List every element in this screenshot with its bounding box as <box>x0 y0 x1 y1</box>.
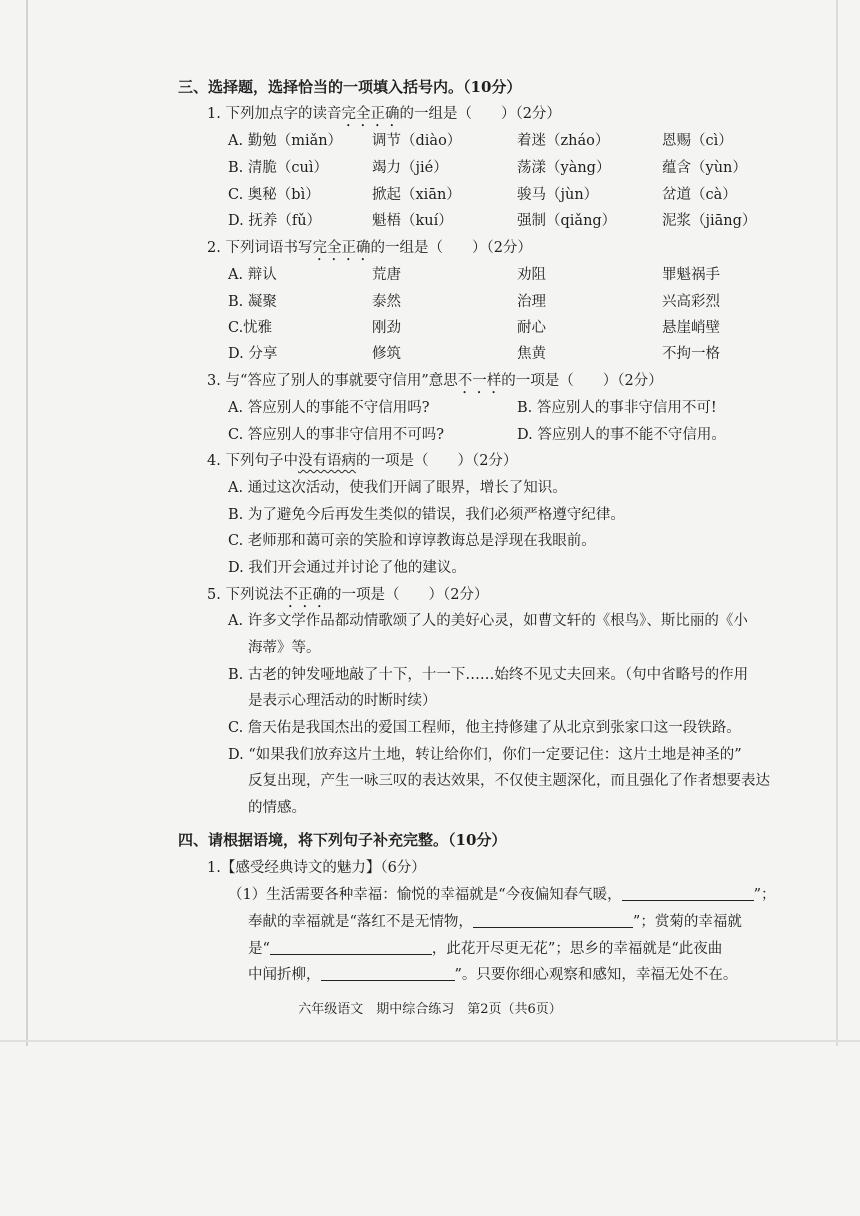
q5-option-b-line1: B. 古老的钟发哑地敲了十下，十一下……始终不见丈夫回来。（句中省略号的作用 <box>228 667 749 683</box>
section-4-sub1: 1.【感受经典诗文的魅力】（6分） <box>207 860 426 876</box>
q5-option-d-line1: D. “如果我们放弃这片土地，转让给你们，你们一定要记住：这片土地是神圣的” <box>228 747 742 763</box>
q3-stem-post: 的一项是（ ）（2分） <box>501 373 663 389</box>
q2-stem <box>207 236 532 264</box>
fill-line-4 <box>248 963 737 984</box>
q1-stem <box>207 102 561 130</box>
page-footer: 六年级语文 期中综合练习 第2页（共6页） <box>298 1002 562 1017</box>
q1-option: 掀起（xiān） <box>372 187 461 203</box>
q5-stem-pre: 5. 下列说法 <box>207 587 284 603</box>
q2-option: 治理 <box>517 294 546 310</box>
q2-option: A. 辩认 <box>228 267 277 283</box>
q5-stem-post: 的一项是（ ）（2分） <box>326 587 489 603</box>
q2-stem-pre: 2. 下列词语书写 <box>207 240 313 256</box>
section-4-title: 四、请根据语境，将下列句子补充完整。（10分） <box>178 831 507 849</box>
q5-stem-mark: 不正确 <box>283 587 327 603</box>
q2-option: 悬崖峭壁 <box>662 320 720 336</box>
q2-option: D. 分享 <box>228 346 278 362</box>
q3-option-c: C. 答应别人的事非守信用不可吗? <box>228 427 445 443</box>
q1-option: 魁梧（kuí） <box>372 213 453 229</box>
q2-option: 不拘一格 <box>662 346 720 362</box>
q4-option-a: A. 通过这次活动，使我们开阔了眼界，增长了知识。 <box>228 480 567 496</box>
section-3-title: 三、选择题，选择恰当的一项填入括号内。（10分） <box>178 78 522 96</box>
q2-option: C.忧雅 <box>228 320 273 336</box>
q1-option: 骏马（jùn） <box>517 187 599 203</box>
q1-stem-post: 的一组是（ ）（2分） <box>399 106 561 122</box>
q4-stem-pre: 4. 下列句子中 <box>207 453 298 469</box>
fill-text: （1）生活需要各种幸福：愉悦的幸福就是“今夜偏知春气暖， <box>228 887 622 903</box>
q4-option-d: D. 我们开会通过并讨论了他的建议。 <box>228 560 466 576</box>
q3-stem-mark: 不一样 <box>457 373 502 389</box>
q1-option: 竭力（jié） <box>372 160 448 176</box>
fill-line-1 <box>228 883 776 904</box>
q4-option-b: B. 为了避免今后再发生类似的错误，我们必须严格遵守纪律。 <box>228 507 625 523</box>
q2-option: 荒唐 <box>372 267 401 283</box>
answer-blank[interactable] <box>321 966 455 981</box>
fill-line-2 <box>248 910 742 931</box>
fill-line-3 <box>248 937 722 958</box>
q1-option: 着迷（zháo） <box>517 133 610 149</box>
q3-stem <box>207 369 663 397</box>
q4-option-c: C. 老师那和蔼可亲的笑脸和谆谆教诲总是浮现在我眼前。 <box>228 533 596 549</box>
q5-option-b-line2: 是表示心理活动的时断时续） <box>248 693 437 709</box>
q4-stem <box>207 449 517 470</box>
q3-stem-pre: 3. 与“答应了别人的事就要守信用”意思 <box>207 373 458 389</box>
q2-option: 耐心 <box>517 320 546 336</box>
q1-option: A. 勤勉（miǎn） <box>228 133 343 149</box>
q2-option: 焦黄 <box>517 346 546 362</box>
q3-option-b: B. 答应别人的事非守信用不可! <box>517 400 717 416</box>
q2-option: 兴高彩烈 <box>662 294 720 310</box>
q1-option: 岔道（cà） <box>662 187 737 203</box>
q1-option: 强制（qiǎng） <box>517 213 617 229</box>
answer-blank[interactable] <box>270 940 432 955</box>
answer-blank[interactable] <box>473 913 633 928</box>
q5-option-d-line2: 反复出现，产生一咏三叹的表达效果，不仅使主题深化，而且强化了作者想要表达 <box>248 773 770 789</box>
q1-option: 蕴含（yùn） <box>662 160 747 176</box>
q5-option-d-line3: 的情感。 <box>248 800 306 816</box>
q2-option: 修筑 <box>372 346 401 362</box>
q1-option: C. 奥秘（bì） <box>228 187 320 203</box>
q1-option: 泥浆（jiāng） <box>662 213 757 229</box>
q1-option: B. 清脆（cuì） <box>228 160 328 176</box>
fill-text: ”。只要你细心观察和感知，幸福无处不在。 <box>454 967 738 983</box>
q2-option: 泰然 <box>372 294 401 310</box>
q2-option: 罪魁祸手 <box>662 267 720 283</box>
q2-stem-post: 的一组是（ ）（2分） <box>370 240 532 256</box>
q5-option-a-line2: 海蒂》等。 <box>248 640 321 656</box>
q1-option: 调节（diào） <box>372 133 462 149</box>
q4-stem-mark: 没有语病 <box>297 453 356 469</box>
q4-stem-post: 的一项是（ ）（2分） <box>355 453 518 469</box>
fill-text: 中闻折柳， <box>248 967 321 983</box>
q1-stem-pre: 1. 下列加点字的读音 <box>207 106 342 122</box>
q3-option-a: A. 答应别人的事能不守信用吗? <box>228 400 430 416</box>
fill-text: 是“ <box>248 941 270 957</box>
q1-option: 荡漾（yàng） <box>517 160 611 176</box>
q2-option: B. 凝聚 <box>228 294 277 310</box>
answer-blank[interactable] <box>622 886 754 901</box>
fill-text: ”； <box>753 887 776 903</box>
q2-option: 刚劲 <box>372 320 401 336</box>
q1-option: 恩赐（cì） <box>662 133 733 149</box>
fill-text: ”；赏菊的幸福就 <box>632 914 742 930</box>
q1-option: D. 抚养（fǔ） <box>228 213 322 229</box>
q5-option-a-line1: A. 许多文学作品都动情歌颂了人的美好心灵，如曹文轩的《根鸟》、斯比丽的《小 <box>228 613 748 629</box>
q2-option: 劝阻 <box>517 267 546 283</box>
q2-stem-mark: 完全正确 <box>312 240 371 256</box>
q1-stem-mark: 完全正确 <box>341 106 400 122</box>
q3-option-d: D. 答应别人的事不能不守信用。 <box>517 427 726 443</box>
q5-option-c: C. 詹天佑是我国杰出的爱国工程师，他主持修建了从北京到张家口这一段铁路。 <box>228 720 741 736</box>
fill-text: 奉献的幸福就是“落红不是无情物， <box>248 914 473 930</box>
q5-stem <box>207 583 488 611</box>
fill-text: ，此花开尽更无花”；思乡的幸福就是“此夜曲 <box>431 941 723 957</box>
